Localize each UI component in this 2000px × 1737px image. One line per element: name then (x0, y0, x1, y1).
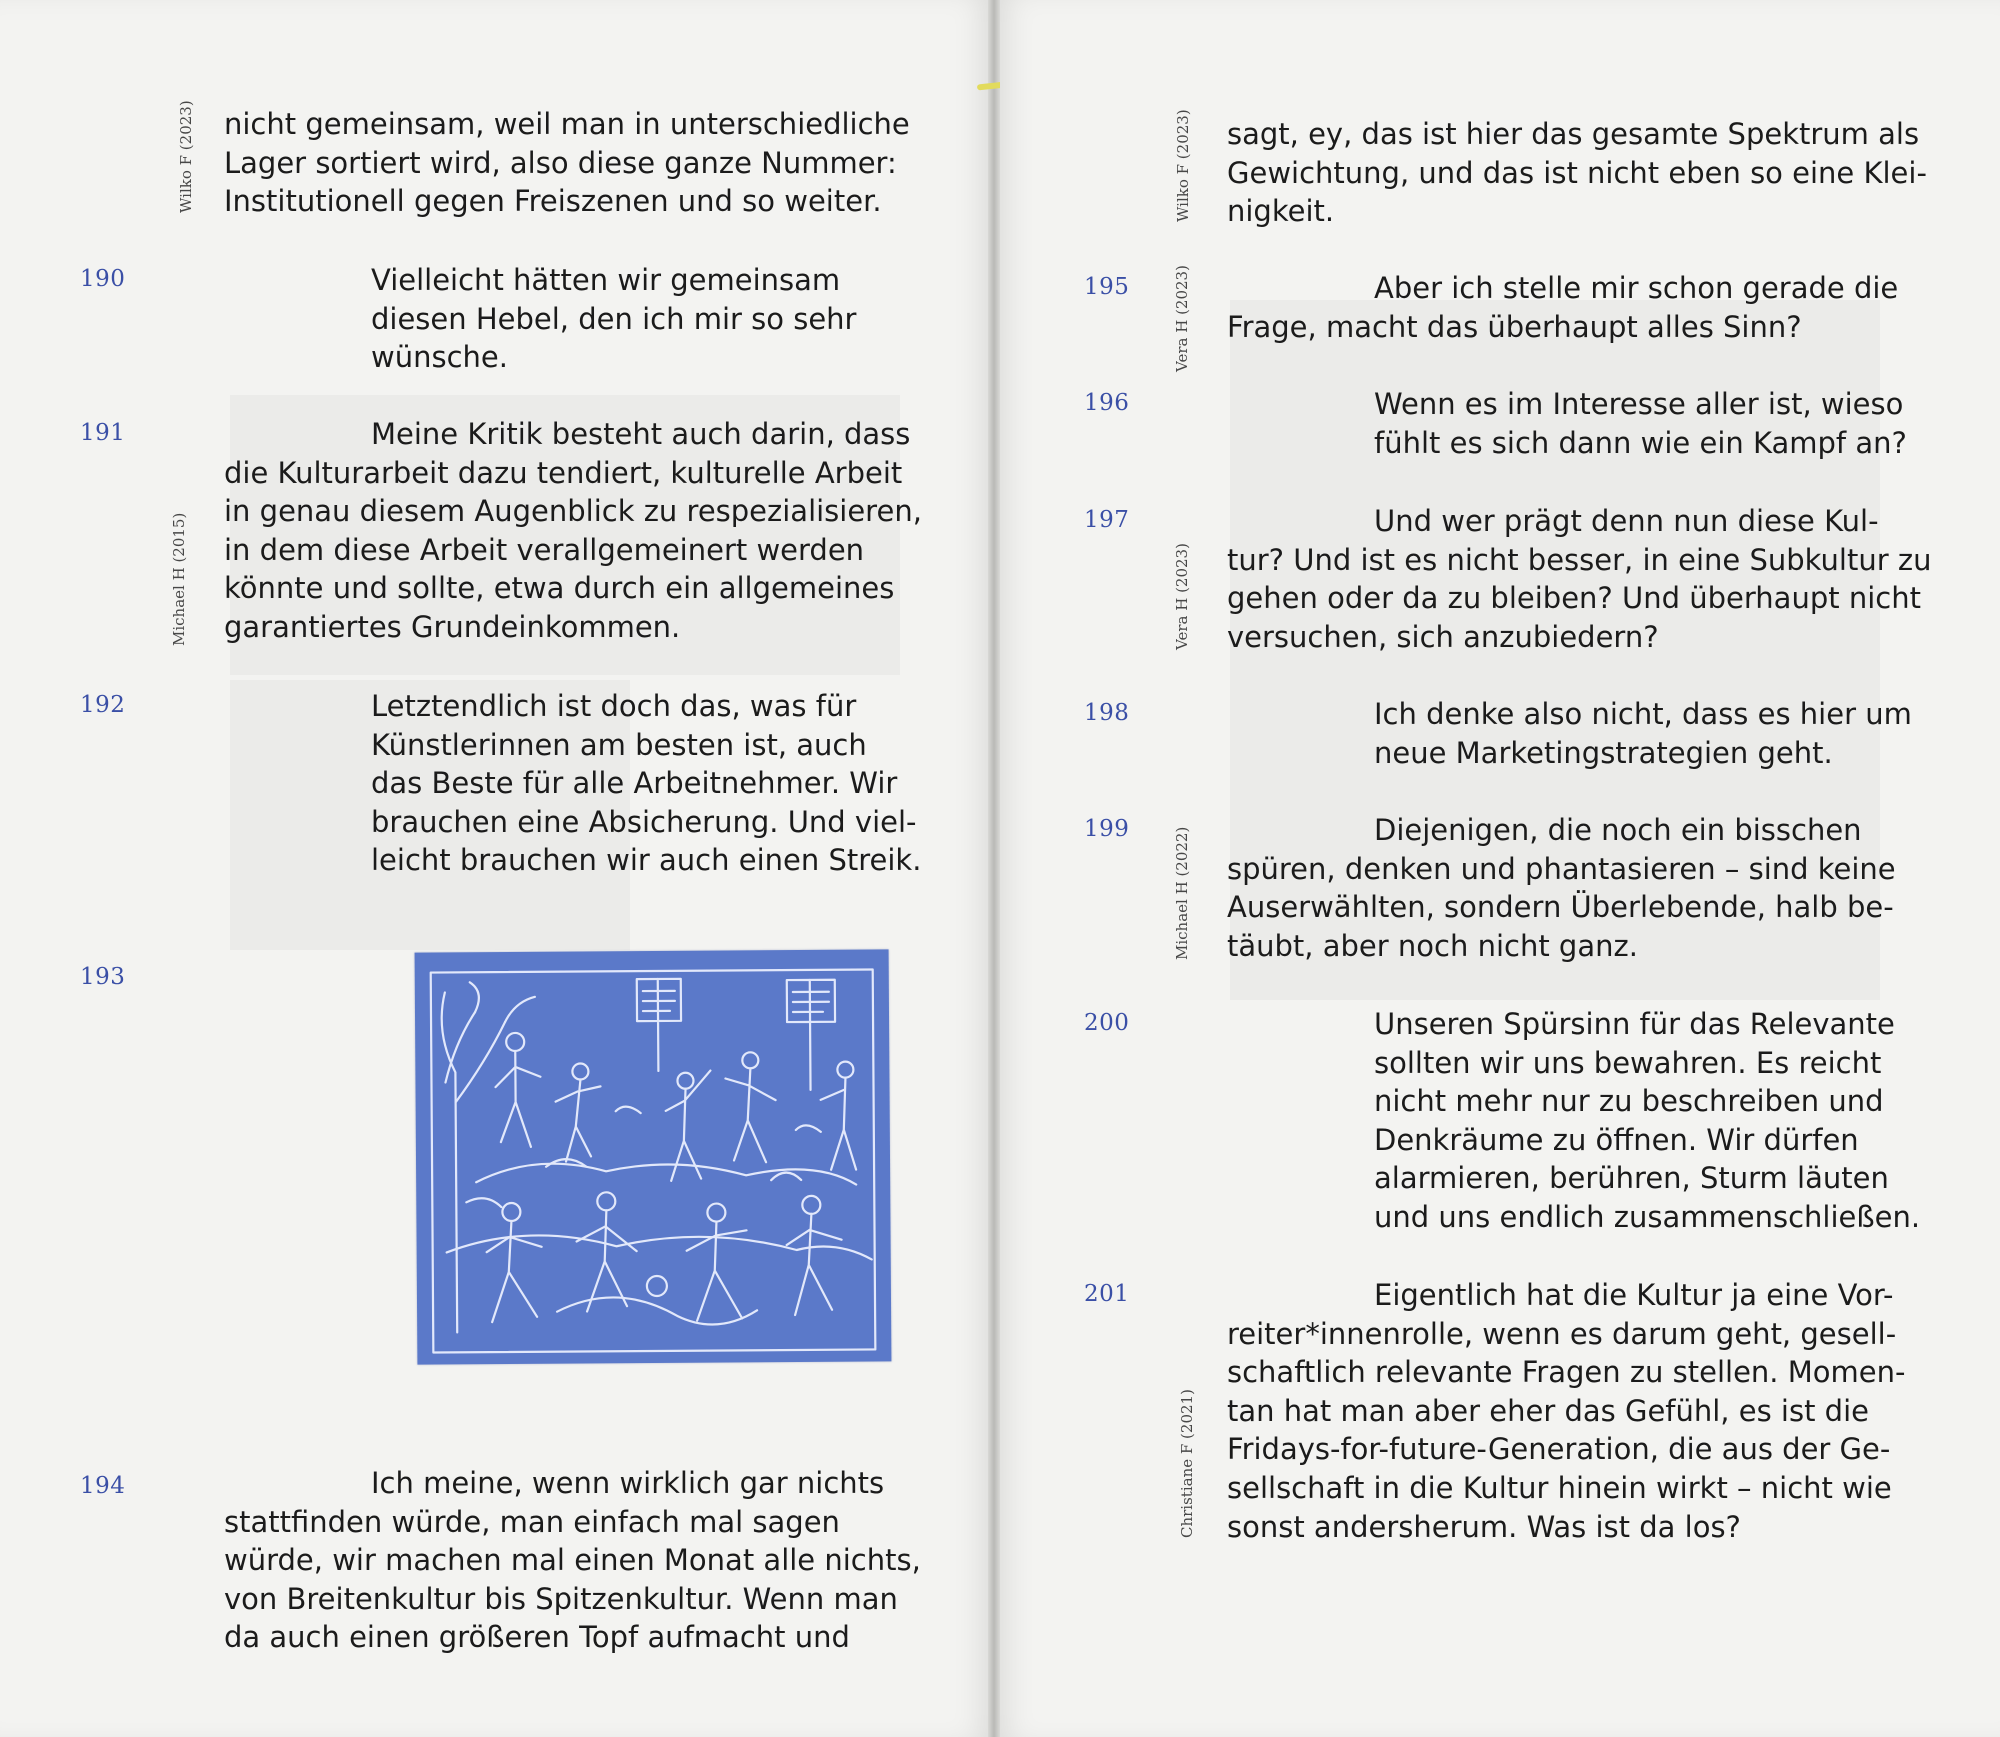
text-line: die Kulturarbeit dazu tendiert, kulturelle Arbeit (224, 455, 903, 490)
text-line: wünsche. (371, 340, 508, 375)
paragraph-number: 200 (1084, 1010, 1130, 1036)
text-line: Letztendlich ist doch das, was für (371, 689, 857, 723)
text-line: in dem diese Arbeit verallgemeinert werden (224, 532, 865, 567)
text-line: Aber ich stelle mir schon gerade die (1374, 271, 1899, 305)
text-line: Ich denke also nicht, dass es hier um (1374, 697, 1912, 731)
text-line: das Beste für alle Arbeitnehmer. Wir (371, 766, 898, 801)
paragraph (1227, 811, 1896, 965)
text-line: täubt, aber noch nicht ganz. (1227, 928, 1638, 963)
text-line: Meine Kritik besteht auch darin, dass (371, 417, 911, 451)
text-line: Ich meine, wenn wirklich gar nichts (371, 1466, 885, 1500)
text-line: Und wer prägt denn nun diese Kul- (1374, 504, 1879, 538)
text-line: nicht gemeinsam, weil man in unterschiedliche (224, 107, 910, 141)
speaker-label: Wilko F (2023) (177, 100, 195, 213)
speaker-label: Vera H (2023) (1173, 543, 1191, 650)
text-line: tur? Und ist es nicht besser, in eine Subkultur zu (1227, 542, 1932, 577)
text-line: Eigentlich hat die Kultur ja eine Vor- (1374, 1278, 1894, 1312)
speaker-label: Vera H (2023) (1173, 265, 1191, 372)
paragraph (1227, 695, 1912, 772)
text-line: könnte und sollte, etwa durch ein allgemeines (224, 571, 895, 606)
text-line: in genau diesem Augenblick zu respezialisieren, (224, 494, 922, 529)
paragraph-number: 196 (1084, 390, 1130, 416)
text-line: gehen oder da zu bleiben? Und überhaupt nicht (1227, 581, 1921, 616)
text-line: stattfinden würde, man einfach mal sagen (224, 1504, 840, 1539)
book-gutter (988, 0, 1000, 1737)
text-line: Vielleicht hätten wir gemeinsam (371, 263, 841, 297)
text-line: da auch einen größeren Topf aufmacht und (224, 1620, 850, 1655)
illustration-drawing (415, 949, 892, 1364)
paragraph (1227, 1005, 1920, 1237)
text-line: sagt, ey, das ist hier das gesamte Spektrum als (1227, 117, 1920, 151)
text-line: tan hat man aber eher das Gefühl, es ist die (1227, 1393, 1869, 1428)
cyanotype-illustration (415, 949, 892, 1364)
text-line: Denkräume zu öffnen. Wir dürfen (1374, 1122, 1859, 1157)
paragraph (224, 1464, 921, 1657)
text-line: Fridays-for-future-Generation, die aus der Ge- (1227, 1432, 1891, 1467)
text-line: garantiertes Grundeinkommen. (224, 609, 681, 644)
text-line: Lager sortiert wird, also diese ganze Nummer: (224, 145, 897, 180)
text-line: Künstlerinnen am besten ist, auch (371, 727, 867, 762)
paragraph-number: 197 (1084, 507, 1130, 533)
paragraph-number: 201 (1084, 1281, 1130, 1307)
text-line: würde, wir machen mal einen Monat alle nichts, (224, 1543, 921, 1578)
text-line: spüren, denken und phantasieren – sind keine (1227, 851, 1896, 886)
text-line: schaftlich relevante Fragen zu stellen. Momen- (1227, 1355, 1906, 1390)
text-line: Frage, macht das überhaupt alles Sinn? (1227, 309, 1802, 344)
text-line: reiter*innenrolle, wenn es darum geht, gesell- (1227, 1316, 1897, 1351)
text-line: brauchen eine Absicherung. Und viel- (371, 804, 917, 839)
text-line: versuchen, sich anzubiedern? (1227, 619, 1659, 654)
paragraph-number: 193 (80, 964, 126, 990)
text-line: nicht mehr nur zu beschreiben und (1374, 1084, 1884, 1119)
paragraph (1227, 385, 1907, 462)
paragraph-number: 198 (1084, 700, 1130, 726)
text-line: Diejenigen, die noch ein bisschen (1374, 813, 1862, 847)
text-line: Unseren Spürsinn für das Relevante (1374, 1007, 1895, 1041)
text-line: Gewichtung, und das ist nicht eben so eine Klei- (1227, 155, 1927, 190)
paragraph-continued (1227, 115, 1927, 231)
text-line: Auserwählten, sondern Überlebende, halb be- (1227, 890, 1894, 925)
paragraph (224, 687, 921, 880)
speaker-label: Wilko F (2023) (1174, 109, 1192, 222)
paragraph-number: 194 (80, 1473, 126, 1499)
text-line: leicht brauchen wir auch einen Streik. (371, 843, 922, 878)
paragraph (224, 415, 922, 647)
text-line: sollten wir uns bewahren. Es reicht (1374, 1045, 1882, 1080)
paragraph (1227, 502, 1931, 656)
text-line: Wenn es im Interesse aller ist, wieso (1374, 387, 1904, 421)
paragraph (224, 261, 856, 377)
text-line: von Breitenkultur bis Spitzenkultur. Wenn man (224, 1581, 898, 1616)
paragraph-number: 192 (80, 692, 126, 718)
text-line: neue Marketingstrategien geht. (1374, 735, 1833, 770)
left-page (0, 0, 988, 1737)
text-line: nigkeit. (1227, 194, 1335, 229)
text-line: alarmieren, berühren, Sturm läuten (1374, 1161, 1889, 1196)
speaker-label: Christiane F (2021) (1178, 1389, 1196, 1538)
speaker-label: Michael H (2015) (170, 512, 188, 646)
text-line: Institutionell gegen Freiszenen und so weiter. (224, 184, 882, 219)
text-line: und uns endlich zusammenschließen. (1374, 1199, 1921, 1234)
speaker-label: Michael H (2022) (1173, 826, 1191, 960)
text-line: sellschaft in die Kultur hinein wirkt – nicht wie (1227, 1470, 1892, 1505)
text-line: sonst andersherum. Was ist da los? (1227, 1509, 1741, 1544)
paragraph-number: 191 (80, 420, 126, 446)
text-line: fühlt es sich dann wie ein Kampf an? (1374, 425, 1907, 460)
text-line: diesen Hebel, den ich mir so sehr (371, 301, 857, 336)
right-page (1000, 0, 2000, 1737)
paragraph (1227, 269, 1898, 346)
paragraph (1227, 1276, 1905, 1546)
paragraph-number: 199 (1084, 816, 1130, 842)
paragraph-number: 195 (1084, 274, 1130, 300)
paragraph-continued (224, 105, 910, 221)
paragraph-number: 190 (80, 266, 126, 292)
